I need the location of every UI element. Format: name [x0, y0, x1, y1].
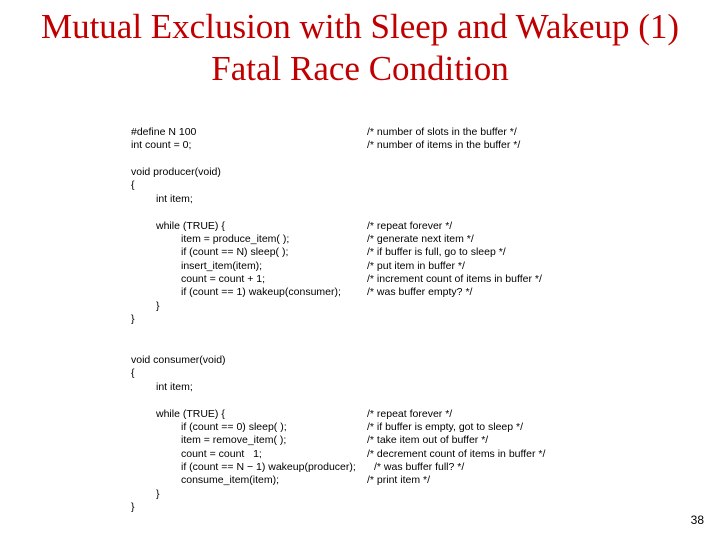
code-statement: void consumer(void)	[131, 354, 226, 366]
code-comment: /* increment count of items in buffer */	[367, 273, 542, 285]
code-line	[131, 179, 591, 192]
code-statement: item = remove_item( );	[181, 434, 287, 446]
code-statement: }	[131, 501, 135, 513]
code-comment: /* number of items in the buffer */	[367, 139, 521, 151]
code-line	[131, 126, 591, 139]
code-statement: int item;	[156, 193, 193, 205]
code-statement: if (count == 1) wakeup(consumer);	[181, 286, 341, 298]
code-line	[131, 300, 591, 313]
code-line	[131, 260, 591, 273]
code-statement: }	[156, 300, 160, 312]
code-statement: insert_item(item);	[181, 260, 263, 272]
page-number: 38	[690, 513, 704, 527]
code-statement: if (count == N) sleep( );	[181, 246, 289, 258]
code-line	[131, 421, 591, 434]
code-statement: #define N 100	[131, 126, 197, 138]
code-statement: count = count + 1;	[181, 273, 266, 285]
code-line	[131, 408, 591, 421]
code-line	[131, 501, 591, 514]
code-comment: /* was buffer empty? */	[367, 286, 473, 298]
code-line	[131, 381, 591, 394]
code-statement: }	[131, 313, 135, 325]
code-statement: int item;	[156, 381, 193, 393]
code-statement: if (count == N − 1) wakeup(producer);	[181, 461, 356, 473]
code-line	[131, 166, 591, 179]
code-statement: if (count == 0) sleep( );	[181, 421, 287, 433]
code-line	[131, 313, 591, 326]
code-statement: }	[156, 488, 160, 500]
code-comment: /* repeat forever */	[367, 408, 453, 420]
code-statement: count = count 1;	[181, 448, 262, 460]
code-line	[131, 286, 591, 299]
code-line	[131, 193, 591, 206]
code-comment: /* print item */	[367, 474, 431, 486]
code-line	[131, 448, 591, 461]
code-comment: /* take item out of buffer */	[367, 434, 489, 446]
code-comment: /* decrement count of items in buffer */	[367, 448, 546, 460]
code-statement: void producer(void)	[131, 166, 221, 178]
code-line	[131, 488, 591, 501]
code-line	[131, 139, 591, 152]
code-line	[131, 273, 591, 286]
code-statement: while (TRUE) {	[156, 220, 225, 232]
code-comment: /* if buffer is empty, got to sleep */	[367, 421, 524, 433]
code-statement: while (TRUE) {	[156, 408, 225, 420]
code-line	[131, 233, 591, 246]
code-line	[131, 220, 591, 233]
code-listing	[131, 126, 591, 526]
code-statement: {	[131, 367, 135, 379]
code-statement: consume_item(item);	[181, 474, 280, 486]
code-line	[131, 474, 591, 487]
code-line	[131, 461, 591, 474]
code-statement: {	[131, 179, 135, 191]
code-comment: /* repeat forever */	[367, 220, 453, 232]
code-comment: /* was buffer full? */	[374, 461, 465, 473]
code-comment: /* if buffer is full, go to sleep */	[367, 246, 506, 258]
code-line	[131, 354, 591, 367]
code-statement: item = produce_item( );	[181, 233, 290, 245]
slide-title-line-1: Mutual Exclusion with Sleep and Wakeup (1)	[40, 7, 680, 46]
code-statement: int count = 0;	[131, 139, 192, 151]
slide-title	[0, 6, 720, 90]
code-comment: /* number of slots in the buffer */	[367, 126, 517, 138]
code-comment: /* put item in buffer */	[367, 260, 465, 272]
slide-title-line-2: Fatal Race Condition	[211, 49, 509, 88]
code-line	[131, 367, 591, 380]
code-comment: /* generate next item */	[367, 233, 474, 245]
code-line	[131, 434, 591, 447]
code-line	[131, 246, 591, 259]
